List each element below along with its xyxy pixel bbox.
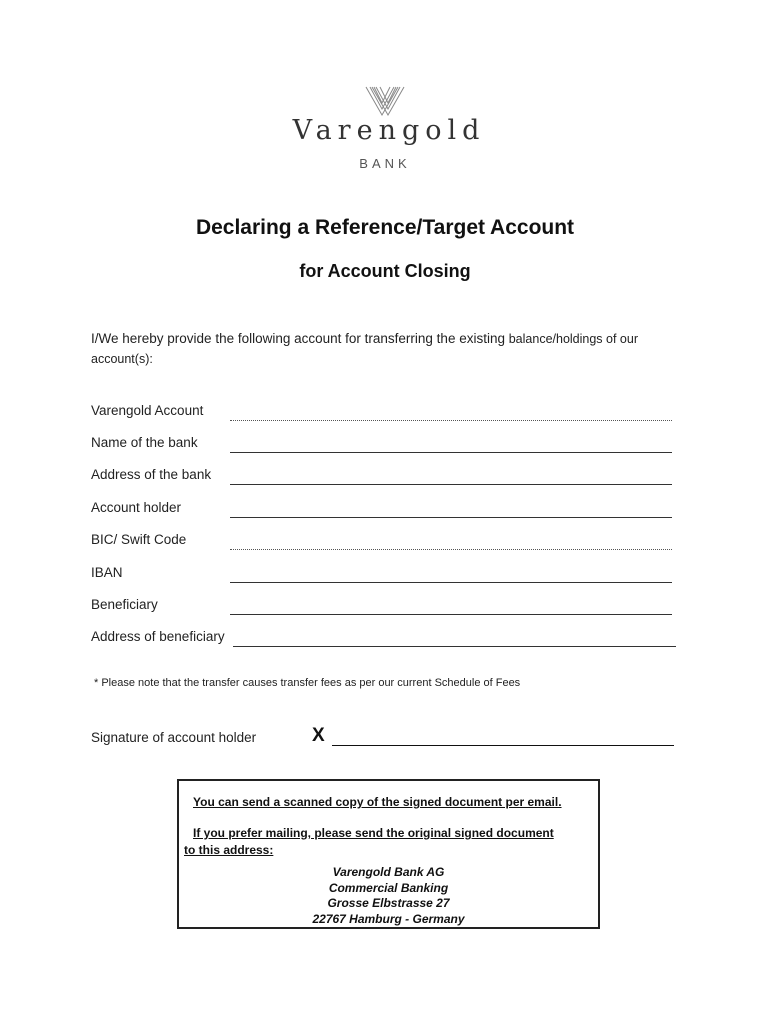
bank-logo-name: Varengold bbox=[292, 115, 486, 146]
field-input-line[interactable] bbox=[230, 452, 672, 453]
field-input-line[interactable] bbox=[230, 614, 672, 615]
address-line: Varengold Bank AG bbox=[332, 865, 445, 879]
field-name-of-bank bbox=[91, 435, 676, 457]
field-label: BIC/ Swift Code bbox=[91, 532, 187, 547]
intro-text-small: balance/holdings of our account(s): bbox=[91, 332, 638, 366]
field-label: Varengold Account bbox=[91, 403, 204, 418]
field-label: Address of the bank bbox=[91, 467, 212, 482]
field-label: Account holder bbox=[91, 500, 182, 515]
mailing-instructions-box bbox=[177, 779, 600, 929]
address-line: Commercial Banking bbox=[328, 880, 449, 895]
field-address-of-bank bbox=[91, 467, 676, 489]
field-input-line[interactable] bbox=[230, 517, 672, 518]
page-subtitle: for Account Closing bbox=[299, 261, 471, 281]
field-account-holder bbox=[91, 500, 676, 522]
field-beneficiary bbox=[91, 597, 676, 619]
bank-logo-subtitle: BANK bbox=[359, 156, 411, 171]
field-input-line[interactable] bbox=[233, 646, 676, 647]
field-address-of-beneficiary bbox=[91, 629, 676, 651]
signature-label: Signature of account holder bbox=[91, 730, 257, 745]
intro-paragraph bbox=[91, 329, 681, 369]
field-varengold-account bbox=[91, 403, 676, 425]
intro-text-main: I/We hereby provide the following account for transferring the existing bbox=[91, 331, 509, 346]
mailing-address bbox=[179, 865, 598, 927]
field-input-line[interactable] bbox=[230, 582, 672, 583]
mail-instruction-line-1: If you prefer mailing, please send the original signed document bbox=[193, 826, 554, 840]
mail-instruction-line-2: to this address: bbox=[184, 843, 274, 857]
address-line: Grosse Elbstrasse 27 bbox=[327, 896, 450, 910]
field-label: Beneficiary bbox=[91, 597, 158, 612]
scan-instruction: You can send a scanned copy of the signed document per email. bbox=[193, 795, 562, 809]
signature-x-mark: X bbox=[312, 725, 325, 746]
field-label: Address of beneficiary bbox=[91, 629, 225, 644]
field-bic-swift bbox=[91, 532, 676, 554]
varengold-logo-icon bbox=[360, 85, 410, 119]
field-input-line[interactable] bbox=[230, 549, 672, 550]
field-label: Name of the bank bbox=[91, 435, 198, 450]
field-label: IBAN bbox=[91, 565, 123, 580]
field-input-line[interactable] bbox=[230, 484, 672, 485]
field-input-line[interactable] bbox=[230, 420, 672, 421]
page-title: Declaring a Reference/Target Account bbox=[195, 216, 575, 239]
field-iban bbox=[91, 565, 676, 587]
fee-note: * Please note that the transfer causes transfer fees as per our current Schedule of Fees bbox=[94, 677, 521, 689]
address-line: 22767 Hamburg - Germany bbox=[312, 911, 465, 926]
signature-line[interactable] bbox=[332, 745, 674, 746]
